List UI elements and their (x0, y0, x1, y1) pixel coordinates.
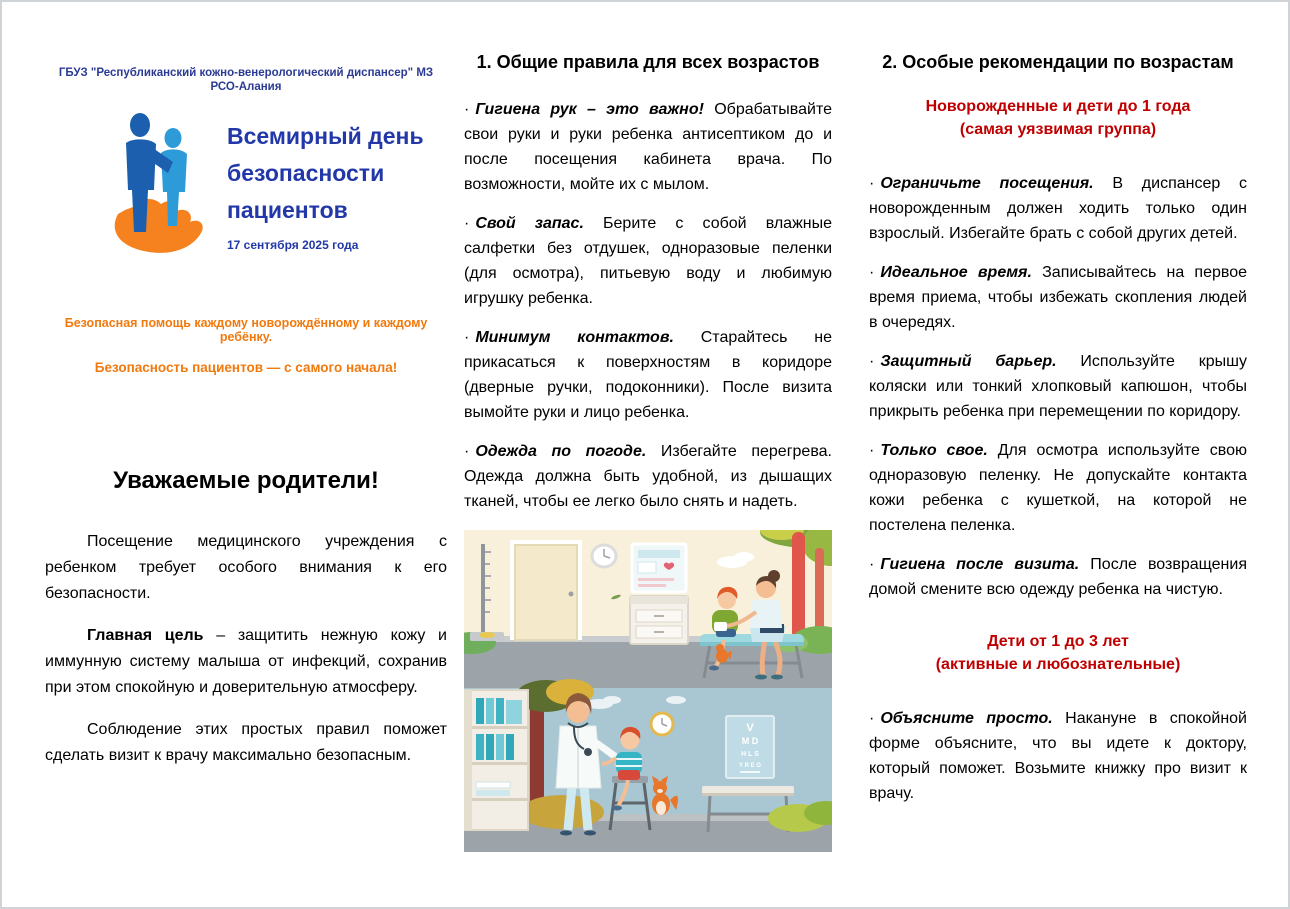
age-group-2-title (869, 630, 1247, 676)
logo-people-hand-icon (111, 110, 207, 262)
rules-list (464, 97, 832, 514)
corridor-scene (464, 530, 832, 688)
rule-text: Берите с собой влажные салфетки без отдушек, одноразовые пеленки (для осмотра), питьевую воду и любимую игрушку ребенка. (464, 215, 833, 307)
exam-room-scene (464, 679, 832, 852)
recommendation-lead: Защитный барьер. (880, 353, 1057, 370)
slogan-secondary: Безопасность пациентов — с самого начала! (94, 360, 398, 375)
rule-lead: Минимум контактов. (475, 329, 674, 346)
recommendation-item (869, 438, 1247, 538)
recommendations-panel (869, 2, 1247, 820)
recommendation-text: Используйте крышу коляски или тонкий хлопковый капюшон, чтобы прикрыть ребенка при перемещении по коридору. (869, 353, 1247, 420)
goal-text: – защитить нежную кожу и иммунную систему малыша от инфекций, сохранив при этом спокойную и доверительную атмосферу. (45, 627, 447, 696)
recommendations-list-2 (869, 706, 1247, 806)
recommendation-lead: Объясните просто. (880, 710, 1053, 727)
rule-lead: Одежда по погоде. (475, 443, 647, 460)
rule-lead: Гигиена рук – это важно! (475, 101, 704, 118)
bullet-marker: · (464, 215, 470, 232)
bullet-marker: · (464, 329, 470, 346)
rule-item (464, 97, 832, 197)
recommendation-item (869, 171, 1247, 246)
section1-title: 1. Общие правила для всех возрастов (476, 52, 820, 72)
rule-text: Обрабатывайте свои руки и руки ребенка антисептиком до и после посещения кабинета врача. По возможности, мойте их с мылом. (464, 101, 832, 193)
greeting-heading: Уважаемые родители! (113, 467, 379, 494)
eye-chart (726, 716, 774, 778)
rule-item (464, 325, 832, 425)
clinic-illustration (464, 530, 832, 852)
organization-name: ГБУЗ "Республиканский кожно-венерологический диспансер" МЗ РСО-Алания (58, 67, 434, 93)
intro-paragraph: Посещение медицинского учреждения с ребенком требует особого внимания к его безопасности. (45, 533, 447, 602)
recommendation-text: В диспансер с новорожденным должен ходить только один взрослый. Избегайте брать с собой других детей. (869, 175, 1247, 242)
rule-text: Старайтесь не прикасаться к поверхностям в коридоре (дверные ручки, подоконники). После визита вымойте руки и лицо ребенка. (464, 329, 832, 421)
bullet-marker: · (869, 264, 875, 281)
rule-item (464, 211, 832, 311)
section2-title: 2. Особые рекомендации по возрастам (882, 52, 1234, 72)
recommendation-item (869, 706, 1247, 806)
bullet-marker: · (869, 353, 875, 370)
bullet-marker: · (464, 443, 470, 460)
age-group-1-line-1: Новорожденные и дети до 1 года (925, 98, 1191, 115)
bullet-marker: · (869, 710, 875, 727)
conclusion-paragraph: Соблюдение этих простых правил поможет сделать визит к врачу максимально безопасным. (45, 721, 447, 764)
recommendation-text: Для осмотра используйте свою одноразовую пеленку. Не допускайте контакта кожи ребенка с кушеткой, на которой не постелена пеленка. (869, 442, 1248, 534)
age-group-1-title (869, 95, 1247, 141)
recommendation-item (869, 349, 1247, 424)
logo-title-line-1: Всемирный день (227, 123, 424, 149)
goal-lead: Главная цель (87, 627, 204, 644)
recommendation-text: Накануне в спокойной форме объясните, что вы идете к доктору, который поможет. Возьмите книжку про визит к врачу. (869, 710, 1247, 802)
recommendations-list-1 (869, 171, 1247, 602)
bullet-marker: · (869, 442, 875, 459)
recommendation-lead: Ограничьте посещения. (880, 175, 1094, 192)
logo-text (227, 110, 424, 252)
recommendation-text: Записывайтесь на первое время приема, чтобы избежать скопления людей в очередях. (869, 264, 1248, 331)
light-figure-head (165, 128, 182, 148)
rule-text: Избегайте перегрева. Одежда должна быть удобной, из дышащих тканей, чтобы ее легко было снять и надеть. (464, 443, 832, 510)
dark-figure-head (130, 113, 150, 137)
bullet-marker: · (869, 175, 875, 192)
age-group-2-line-2: (активные и любознательные) (935, 656, 1181, 673)
rule-item (464, 439, 832, 514)
logo-title-line-3: пациентов (227, 197, 348, 223)
recommendation-item (869, 552, 1247, 602)
recommendation-lead: Только свое. (880, 442, 988, 459)
goal-paragraph (45, 623, 447, 701)
recommendation-item (869, 260, 1247, 335)
rule-lead: Свой запас. (475, 215, 584, 232)
patient-safety-logo (45, 110, 447, 262)
eye-chart-row: Y R E O (739, 763, 761, 769)
recommendation-text: После возвращения домой смените всю одежду ребенка на чистую. (869, 556, 1247, 598)
logo-title-line-2: безопасности (227, 160, 385, 186)
slogan-primary: Безопасная помощь каждому новорождённому и каждому ребёнку. (64, 316, 428, 344)
logo-date: 17 сентября 2025 года (227, 238, 359, 252)
recommendation-lead: Идеальное время. (880, 264, 1032, 281)
rules-panel (464, 2, 832, 852)
age-group-1-line-2: (самая уязвимая группа) (959, 121, 1157, 138)
left-panel (45, 2, 447, 769)
recommendation-lead: Гигиена после визита. (880, 556, 1080, 573)
eye-chart-row: V (746, 722, 754, 734)
eye-chart-row: M D (741, 736, 759, 746)
bullet-marker: · (464, 101, 470, 118)
bullet-marker: · (869, 556, 875, 573)
eye-chart-row: H L S (741, 751, 759, 758)
hand-shape (115, 199, 203, 253)
age-group-2-line-1: Дети от 1 до 3 лет (987, 633, 1129, 650)
